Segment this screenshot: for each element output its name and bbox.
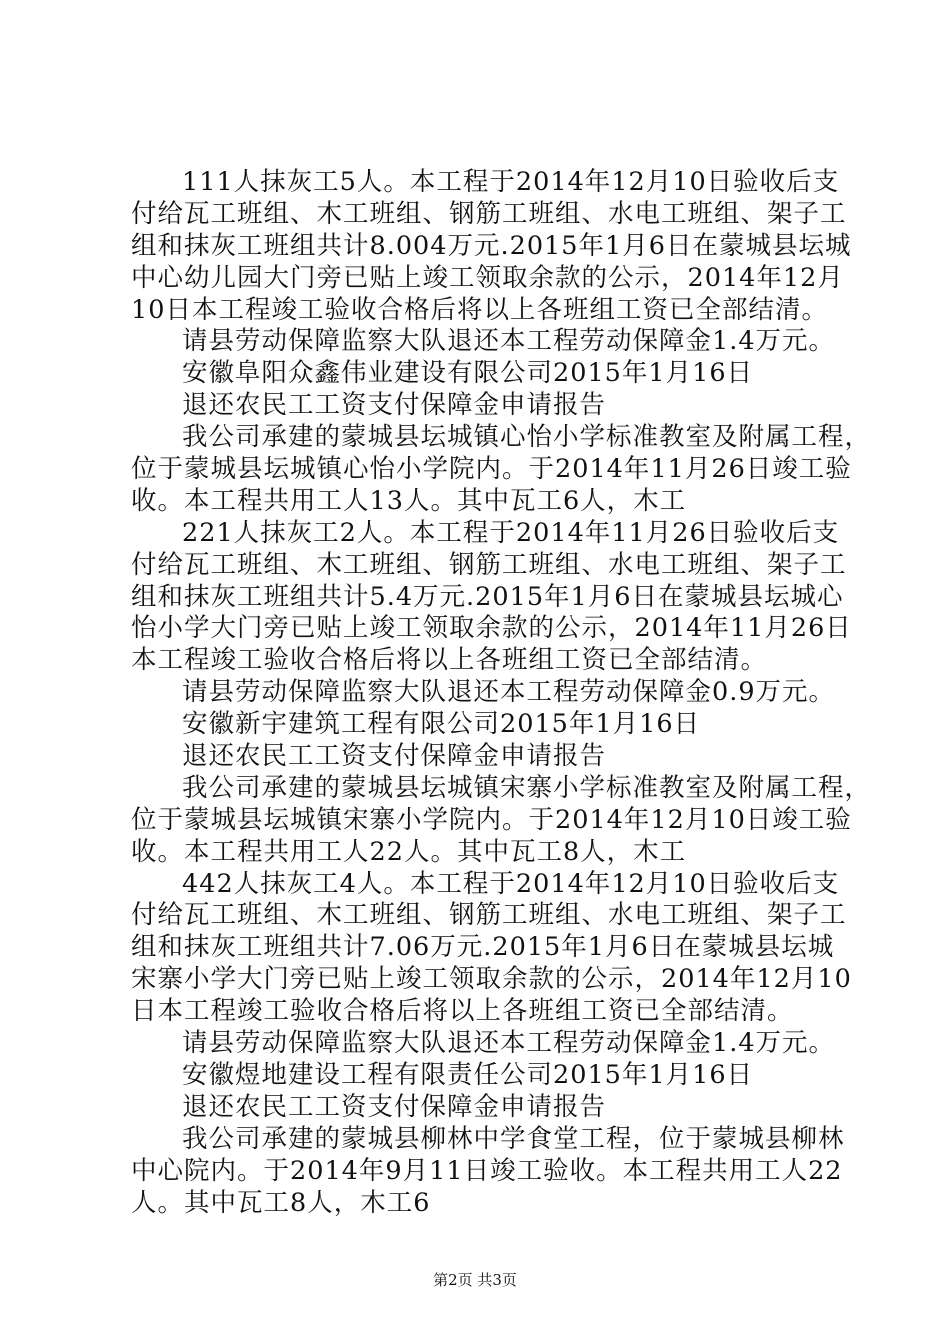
text-line: 我公司承建的蒙城县坛城镇心怡小学标准教室及附属工程， bbox=[182, 422, 872, 453]
text-line: 组和抹灰工班组共计8.004万元.2015年1月6日在蒙城县坛城 bbox=[131, 230, 852, 261]
text-line: 请县劳动保障监察大队退还本工程劳动保障金1.4万元。 bbox=[182, 326, 836, 357]
text-line: 221人抹灰工2人。本工程于2014年11月26日验收后支 bbox=[182, 517, 840, 548]
text-line: 付给瓦工班组、木工班组、钢筋工班组、水电工班组、架子工 bbox=[131, 198, 847, 229]
text-line: 请县劳动保障监察大队退还本工程劳动保障金0.9万元。 bbox=[182, 677, 836, 708]
text-line: 怡小学大门旁已贴上竣工领取余款的公示，2014年11月26日 bbox=[131, 613, 852, 644]
text-line: 退还农民工工资支付保障金申请报告 bbox=[182, 1091, 607, 1122]
text-line: 组和抹灰工班组共计7.06万元.2015年1月6日在蒙城县坛城 bbox=[131, 932, 835, 963]
text-line: 中心院内。于2014年9月11日竣工验收。本工程共用工人22 bbox=[131, 1155, 843, 1186]
text-line: 组和抹灰工班组共计5.4万元.2015年1月6日在蒙城县坛城心 bbox=[131, 581, 844, 612]
text-line: 收。本工程共用工人13人。其中瓦工6人，木工 bbox=[131, 485, 687, 516]
text-line: 付给瓦工班组、木工班组、钢筋工班组、水电工班组、架子工 bbox=[131, 900, 847, 931]
text-line: 宋寨小学大门旁已贴上竣工领取余款的公示，2014年12月10 bbox=[131, 964, 852, 995]
page-footer: 第2页 共3页 bbox=[433, 1271, 517, 1289]
text-line: 安徽煜地建设工程有限责任公司2015年1月16日 bbox=[182, 1059, 754, 1090]
text-line: 10日本工程竣工验收合格后将以上各班组工资已全部结清。 bbox=[131, 294, 828, 325]
text-line: 我公司承建的蒙城县柳林中学食堂工程，位于蒙城县柳林 bbox=[182, 1123, 845, 1154]
text-line: 日本工程竣工验收合格后将以上各班组工资已全部结清。 bbox=[131, 996, 794, 1027]
text-line: 442人抹灰工4人。本工程于2014年12月10日验收后支 bbox=[182, 868, 840, 899]
text-line: 111人抹灰工5人。本工程于2014年12月10日验收后支 bbox=[182, 167, 840, 197]
text-line: 位于蒙城县坛城镇心怡小学院内。于2014年11月26日竣工验 bbox=[131, 454, 852, 485]
document-body bbox=[131, 167, 872, 1219]
text-line: 付给瓦工班组、木工班组、钢筋工班组、水电工班组、架子工 bbox=[131, 549, 847, 580]
text-line: 本工程竣工验收合格后将以上各班组工资已全部结清。 bbox=[131, 645, 768, 676]
text-line: 退还农民工工资支付保障金申请报告 bbox=[182, 741, 607, 772]
text-line: 人。其中瓦工8人，木工6 bbox=[131, 1187, 431, 1218]
text-line: 安徽新宇建筑工程有限公司2015年1月16日 bbox=[182, 709, 701, 740]
text-line: 我公司承建的蒙城县坛城镇宋寨小学标准教室及附属工程， bbox=[182, 772, 872, 803]
text-line: 位于蒙城县坛城镇宋寨小学院内。于2014年12月10日竣工验 bbox=[131, 804, 852, 835]
text-line: 中心幼儿园大门旁已贴上竣工领取余款的公示，2014年12月 bbox=[131, 262, 844, 293]
text-line: 安徽阜阳众鑫伟业建设有限公司2015年1月16日 bbox=[182, 358, 754, 389]
text-line: 收。本工程共用工人22人。其中瓦工8人，木工 bbox=[131, 836, 687, 867]
text-line: 请县劳动保障监察大队退还本工程劳动保障金1.4万元。 bbox=[182, 1028, 836, 1059]
text-line: 退还农民工工资支付保障金申请报告 bbox=[182, 390, 607, 421]
